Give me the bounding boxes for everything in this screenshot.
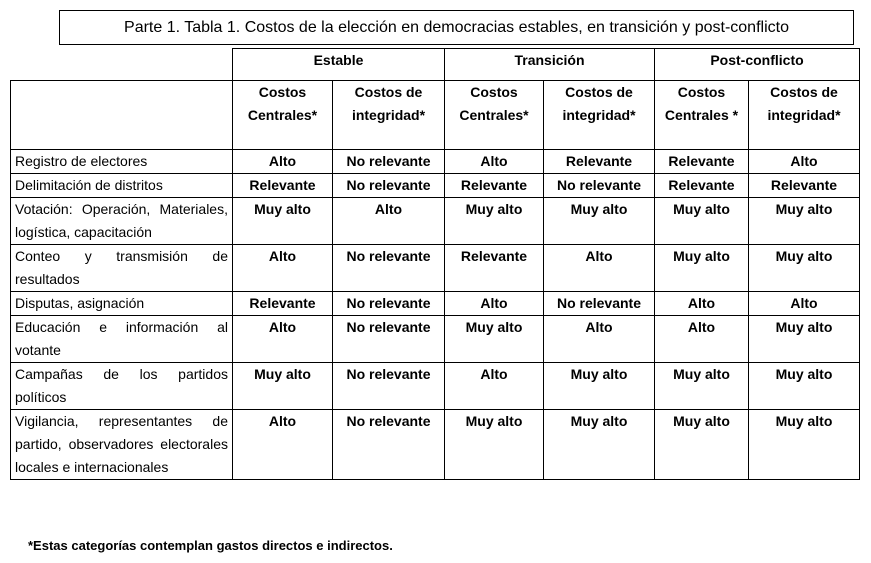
- cost-level-cell: Alto: [655, 292, 749, 316]
- cost-level-cell: Alto: [749, 150, 860, 174]
- row-label: Campañas de los partidos políticos: [11, 363, 233, 410]
- cost-level-cell: Muy alto: [749, 363, 860, 410]
- subheader-cell: Costos de integridad*: [749, 81, 860, 150]
- cost-level-cell: Relevante: [233, 292, 333, 316]
- table-row: [11, 410, 860, 480]
- cost-level-cell: No relevante: [544, 292, 655, 316]
- cost-level-cell: Muy alto: [445, 198, 544, 245]
- cost-level-cell: Muy alto: [544, 410, 655, 480]
- footnote: *Estas categorías contemplan gastos directos e indirectos.: [28, 538, 393, 553]
- subheader-cell: Costos Centrales*: [233, 81, 333, 150]
- cost-level-cell: Alto: [544, 245, 655, 292]
- cost-level-cell: Muy alto: [233, 363, 333, 410]
- group-header-row: [11, 49, 860, 81]
- table-title: Parte 1. Tabla 1. Costos de la elección en democracias estables, en transición y post-conflicto: [59, 10, 854, 45]
- cost-level-cell: Alto: [544, 316, 655, 363]
- row-label: Registro de electores: [11, 150, 233, 174]
- subheader-cell: Costos Centrales*: [445, 81, 544, 150]
- cost-level-cell: Relevante: [544, 150, 655, 174]
- table-row: [11, 174, 860, 198]
- cost-level-cell: Muy alto: [544, 198, 655, 245]
- subheader-row: [11, 81, 860, 150]
- cost-level-cell: No relevante: [333, 363, 445, 410]
- cost-level-cell: Muy alto: [544, 363, 655, 410]
- subheader-cell: Costos de integridad*: [333, 81, 445, 150]
- cost-level-cell: Muy alto: [655, 198, 749, 245]
- cost-level-cell: Alto: [749, 292, 860, 316]
- cost-level-cell: Relevante: [655, 174, 749, 198]
- cost-level-cell: Muy alto: [655, 410, 749, 480]
- cost-level-cell: Relevante: [233, 174, 333, 198]
- cost-level-cell: Relevante: [445, 174, 544, 198]
- table-row: [11, 198, 860, 245]
- cost-level-cell: Alto: [233, 410, 333, 480]
- cost-level-cell: No relevante: [333, 150, 445, 174]
- table-row: [11, 316, 860, 363]
- row-label: Educación e información al votante: [11, 316, 233, 363]
- cost-level-cell: No relevante: [544, 174, 655, 198]
- cost-level-cell: Muy alto: [749, 245, 860, 292]
- row-label: Delimitación de distritos: [11, 174, 233, 198]
- cost-level-cell: Relevante: [655, 150, 749, 174]
- cost-level-cell: No relevante: [333, 174, 445, 198]
- cost-level-cell: Alto: [233, 245, 333, 292]
- subheader-cell: Costos de integridad*: [544, 81, 655, 150]
- row-label: Disputas, asignación: [11, 292, 233, 316]
- cost-level-cell: Muy alto: [233, 198, 333, 245]
- row-label: Votación: Operación, Materiales, logística, capacitación: [11, 198, 233, 245]
- table-row: [11, 363, 860, 410]
- cost-level-cell: Alto: [333, 198, 445, 245]
- cost-level-cell: Muy alto: [445, 410, 544, 480]
- cost-level-cell: Alto: [445, 363, 544, 410]
- cost-level-cell: Muy alto: [749, 316, 860, 363]
- costs-table: [10, 48, 860, 480]
- cost-level-cell: Muy alto: [749, 198, 860, 245]
- cost-level-cell: Muy alto: [445, 316, 544, 363]
- cost-level-cell: No relevante: [333, 292, 445, 316]
- subheader-cell: Costos Centrales *: [655, 81, 749, 150]
- group-header-estable: Estable: [233, 49, 445, 81]
- cost-level-cell: No relevante: [333, 410, 445, 480]
- cost-level-cell: Muy alto: [655, 245, 749, 292]
- cost-level-cell: Muy alto: [655, 363, 749, 410]
- cost-level-cell: Alto: [445, 292, 544, 316]
- row-header-empty: [11, 81, 233, 150]
- cost-level-cell: Alto: [655, 316, 749, 363]
- cost-level-cell: Alto: [233, 316, 333, 363]
- cost-level-cell: No relevante: [333, 245, 445, 292]
- table-row: [11, 150, 860, 174]
- cost-level-cell: Alto: [445, 150, 544, 174]
- corner-cell: [11, 49, 233, 81]
- row-label: Conteo y transmisión de resultados: [11, 245, 233, 292]
- cost-level-cell: Relevante: [749, 174, 860, 198]
- cost-level-cell: No relevante: [333, 316, 445, 363]
- table-body: [11, 150, 860, 480]
- cost-level-cell: Muy alto: [749, 410, 860, 480]
- group-header-transicion: Transición: [445, 49, 655, 81]
- cost-level-cell: Relevante: [445, 245, 544, 292]
- row-label: Vigilancia, representantes de partido, observadores electorales locales e internacionales: [11, 410, 233, 480]
- table-row: [11, 245, 860, 292]
- cost-level-cell: Alto: [233, 150, 333, 174]
- group-header-post-conflicto: Post-conflicto: [655, 49, 860, 81]
- table-row: [11, 292, 860, 316]
